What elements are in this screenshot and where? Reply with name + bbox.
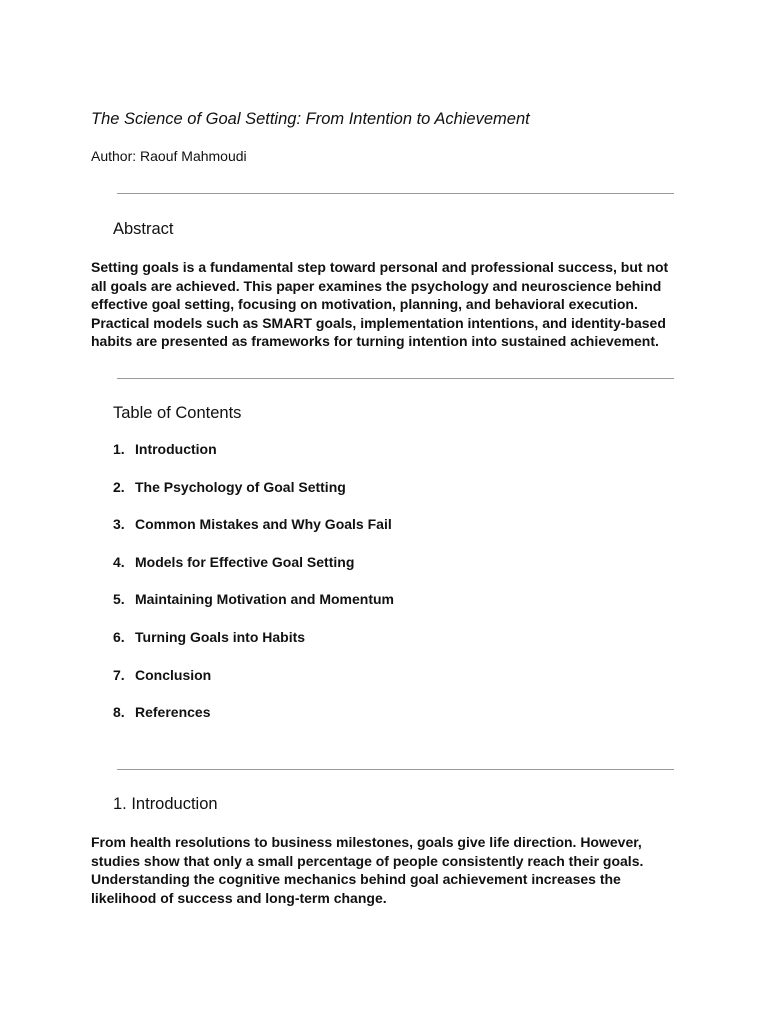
toc-item-motivation[interactable]	[113, 591, 394, 629]
toc-item-habits[interactable]	[113, 629, 394, 667]
toc-item-number: 1.	[113, 441, 125, 457]
toc-item-conclusion[interactable]	[113, 667, 394, 705]
toc-item-psychology[interactable]	[113, 479, 394, 517]
document-title: The Science of Goal Setting: From Intention to Achievement	[91, 110, 530, 128]
toc-item-label: Introduction	[135, 441, 217, 457]
section-divider	[117, 378, 674, 379]
toc-item-label: References	[135, 704, 211, 721]
toc-item-label: The Psychology of Goal Setting	[135, 478, 346, 495]
toc-item-number: 2.	[113, 478, 125, 495]
toc-item-label: Common Mistakes and Why Goals Fail	[135, 516, 392, 533]
introduction-heading: 1. Introduction	[113, 795, 218, 813]
toc-item-models[interactable]	[113, 554, 394, 592]
toc-item-number: 4.	[113, 553, 125, 570]
toc-item-number: 3.	[113, 516, 125, 533]
section-divider	[117, 193, 674, 194]
toc-heading: Table of Contents	[113, 404, 242, 422]
toc-item-number: 8.	[113, 704, 125, 721]
toc-item-number: 7.	[113, 666, 125, 683]
toc-item-label: Maintaining Motivation and Momentum	[135, 591, 394, 608]
abstract-text: Setting goals is a fundamental step toward personal and professional success, but not all goals are achieved. This paper examines the psychology and neuroscience behind effective goal setting, focusing on motivation, planning, and behavioral execution. Practical models such as SMART goals, implementation intentions, and identity-based habits are presented as frameworks for turning intention into sustained achievement.	[91, 259, 669, 350]
toc-item-references[interactable]	[113, 704, 394, 742]
toc-item-common-mistakes[interactable]	[113, 516, 394, 554]
toc-item-label: Models for Effective Goal Setting	[135, 553, 355, 570]
table-of-contents	[113, 441, 394, 742]
abstract-heading: Abstract	[113, 220, 174, 238]
section-divider	[117, 769, 674, 770]
introduction-text: From health resolutions to business milestones, goals give life direction. However, studies show that only a small percentage of people consistently reach their goals. Understanding the cognitive mechanics behind goal achievement increases the likelihood of success and long-term change.	[91, 834, 644, 906]
toc-item-label: Turning Goals into Habits	[135, 628, 306, 645]
toc-item-number: 5.	[113, 591, 125, 608]
document-author: Author: Raouf Mahmoudi	[91, 148, 247, 164]
toc-item-number: 6.	[113, 628, 125, 645]
toc-item-label: Conclusion	[135, 666, 212, 683]
toc-item-introduction[interactable]	[113, 441, 394, 479]
